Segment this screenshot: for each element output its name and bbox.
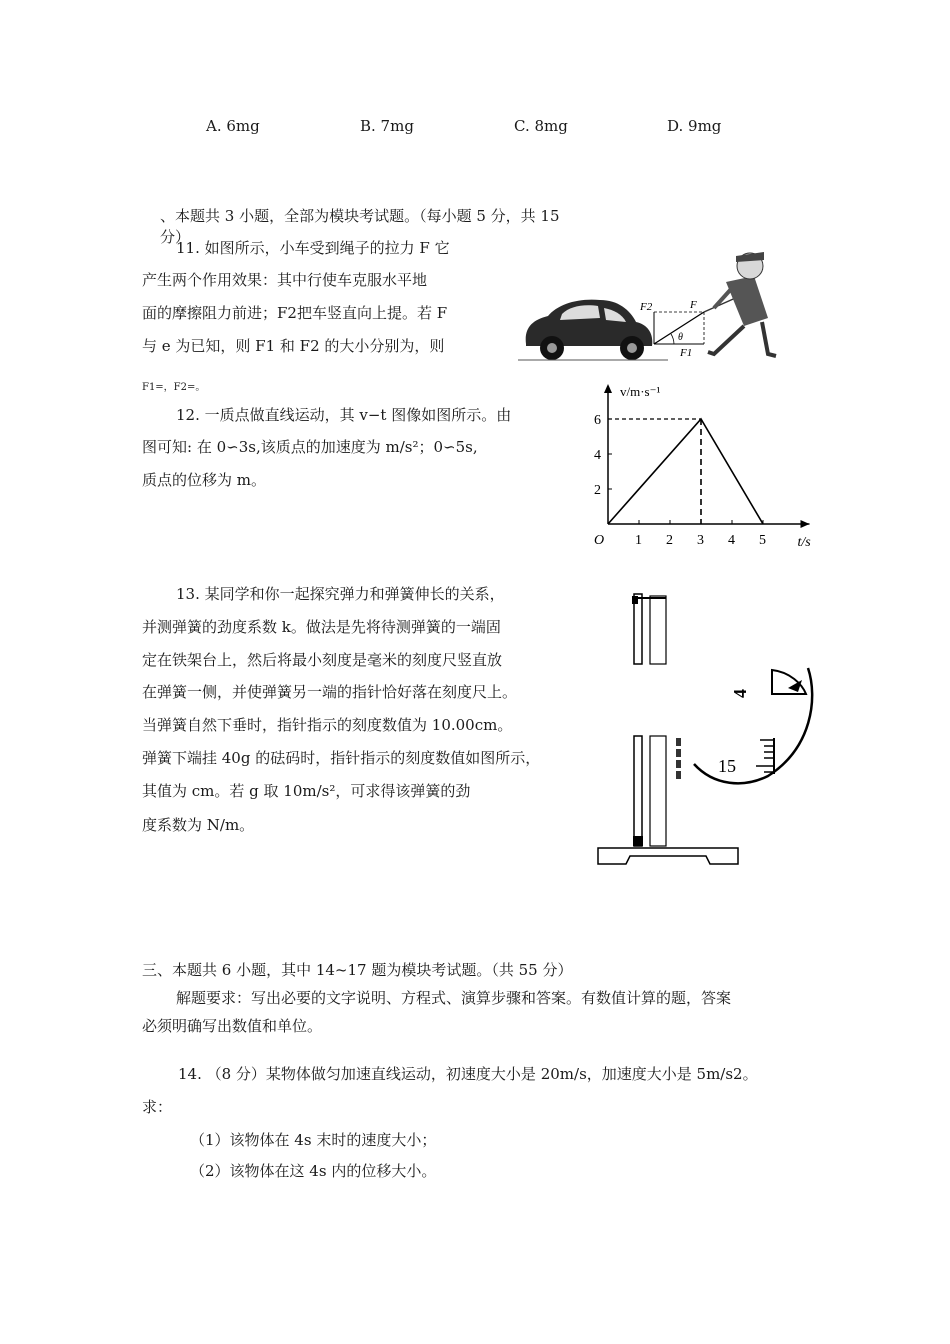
stand-base (598, 848, 738, 864)
option-d: D. 9mg (667, 117, 722, 135)
option-b: B. 7mg (360, 117, 414, 135)
ruler-upper (634, 594, 642, 664)
label-f: F (690, 299, 697, 311)
q12-line2: 图可知: 在 0∽3s,该质点的加速度为 m/s²；0∽5s, (142, 438, 478, 456)
y-tick-label: 6 (594, 413, 601, 428)
q14-line2: 求： (142, 1098, 173, 1116)
y-axis-label: v/m·s⁻¹ (620, 384, 661, 399)
person-body (726, 276, 768, 326)
q11-line2: 产生两个作用效果：其中行使车克服水平地 (142, 271, 428, 289)
q14-sub1: （1）该物体在 4s 末时的速度大小； (190, 1131, 437, 1149)
vt-chart (588, 372, 818, 554)
q14-line1: 14. （8 分）某物体做匀加速直线运动，初速度大小是 20m/s，加速度大小是 5m/s2。 (178, 1065, 758, 1083)
q12-line1: 12. 一质点做直线运动，其 v−t 图像如图所示。由 (176, 406, 512, 424)
q11-line5: F1=，F2=。 (142, 382, 206, 393)
x-tick-label: 4 (728, 533, 735, 548)
x-axis-label: t/s (797, 535, 811, 550)
y-axis-arrow (604, 384, 612, 393)
option-a: A. 6mg (206, 117, 260, 135)
section3-header: 三、本题共 6 小题，其中 14~17 题为模块考试题。（共 55 分） (142, 961, 573, 979)
q13-line4: 在弹簧一侧，并使弹簧另一端的指针恰好落在刻度尺上。 (142, 683, 518, 701)
section2-header: 、本题共 3 小题，全部为模块考试题。（每小题 5 分，共 15 (160, 207, 560, 225)
option-c: C. 8mg (514, 117, 568, 135)
ruler-lower (634, 736, 642, 846)
q13-line8: 度系数为 N/m。 (142, 816, 255, 834)
y-tick-label: 2 (594, 483, 601, 498)
q13-line7: 其值为 cm。若 g 取 10m/s²，可求得该弹簧的劲 (142, 782, 471, 800)
section3-req2: 必须明确写出数值和单位。 (142, 1017, 323, 1035)
x-tick-label: 2 (666, 533, 673, 548)
x-tick-label: 1 (635, 533, 642, 548)
person-leg-back (762, 322, 776, 356)
label-f1: F1 (680, 347, 693, 359)
x-tick-label: 3 (697, 533, 704, 548)
label-f2: F2 (640, 301, 653, 313)
q14-sub2: （2）该物体在这 4s 内的位移大小。 (190, 1162, 437, 1180)
inset-mark-15: 15 (718, 756, 736, 776)
q13-line2: 并测弹簧的劲度系数 k。做法是先将待测弹簧的一端固 (142, 618, 501, 636)
inset-mark-4: 4 (730, 689, 750, 698)
origin-label: O (594, 533, 605, 548)
q11-line1: 11. 如图所示，小车受到绳子的拉力 F 它 (176, 239, 450, 257)
q13-line3: 定在铁架台上，然后将最小刻度是毫米的刻度尺竖直放 (142, 651, 503, 669)
section3-req1: 解题要求：写出必要的文字说明、方程式、演算步骤和答案。有数值计算的题，答案 (176, 989, 732, 1007)
q13-line6: 弹簧下端挂 40g 的砝码时，指针指示的刻度数值如图所示， (142, 749, 541, 767)
weight (676, 738, 681, 746)
q11-line4: 与 e 为已知，则 F1 和 F2 的大小分别为，则 (142, 337, 445, 355)
q13-line5: 当弹簧自然下垂时，指针指示的刻度数值为 10.00cm。 (142, 716, 513, 734)
x-tick-label: 5 (759, 533, 766, 548)
spring-scale-figure (592, 588, 816, 868)
section2-header-cont: 分） (160, 228, 191, 246)
person-arm (714, 288, 732, 308)
q11-line3: 面的摩擦阻力前进；F2把车竖直向上提。若 F (142, 304, 448, 322)
person-leg-front (708, 326, 744, 354)
label-theta: θ (678, 332, 683, 343)
velocity-line (608, 419, 763, 524)
car-pull-figure (518, 248, 780, 366)
q12-line3: 质点的位移为 m。 (142, 471, 266, 489)
q13-line1: 13. 某同学和你一起探究弹力和弹簧伸长的关系， (176, 585, 505, 603)
x-axis-arrow (801, 520, 810, 528)
y-tick-label: 4 (594, 448, 601, 463)
